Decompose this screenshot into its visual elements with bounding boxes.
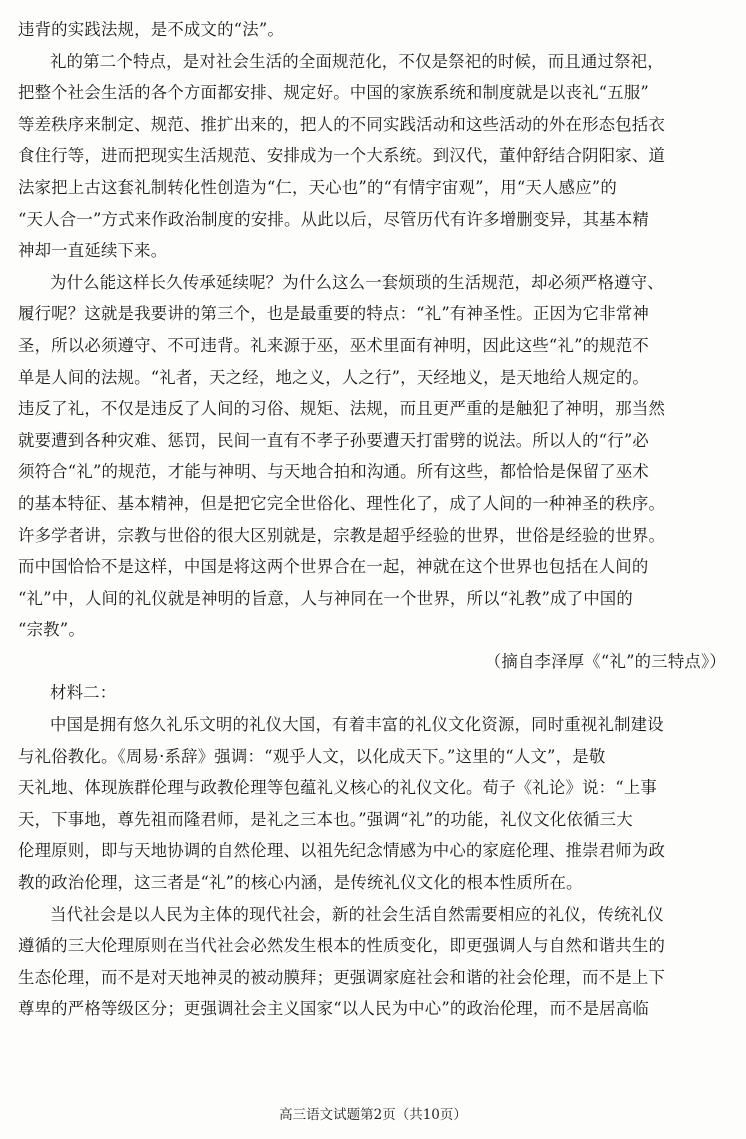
text-line: 违反了礼，不仅是违反了人间的习俗、规矩、法规，而且更严重的是触犯了神明，那当然 (18, 399, 666, 419)
text-line: 遵循的三大伦理原则在当代社会必然发生根本的性质变化，即更强调人与自然和谐共生的 (18, 936, 666, 956)
text-line: 违背的实践法规，是不成文的“法”。 (18, 20, 285, 39)
text-line: 许多学者讲，宗教与世俗的很大区别就是，宗教是超乎经验的世界，世俗是经验的世界。 (18, 525, 666, 545)
text-line: 与礼俗教化。《周易·系辞》强调：“观乎人文，以化成天下。”这里的“人文”，是敬 (18, 746, 606, 766)
text-line: 把整个社会生活的各个方面都安排、规定好。中国的家族系统和制度就是以丧礼“五服” (18, 83, 650, 103)
text-line: 天，下事地，尊先祖而隆君师，是礼之三本也。”强调“礼”的功能，礼仪文化依循三大 (18, 809, 633, 829)
text-line: 神却一直延续下来。 (18, 241, 168, 261)
text-line: 生态伦理，而不是对天地神灵的被动膜拜；更强调家庭社会和谐的社会伦理，而不是上下 (18, 967, 666, 987)
page-footer: 高三语文试题第2页（共10页） (279, 1107, 467, 1123)
text-line: 就要遭到各种灾难、惩罚，民间一直有不孝子孙要遭天打雷劈的说法。所以人的“行”必 (18, 430, 650, 450)
text-line: 履行呢？这就是我要讲的第三个，也是最重要的特点：“礼”有神圣性。正因为它非常神 (18, 304, 650, 324)
text-line: 而中国恰恰不是这样，中国是将这两个世界合在一起，神就在这个世界也包括在人间的 (18, 557, 649, 577)
text-line: “礼”中，人间的礼仪就是神明的旨意，人与神同在一个世界，所以“礼教”成了中国的 (18, 588, 633, 608)
text-line: 中国是拥有悠久礼乐文明的礼仪大国，有着丰富的礼仪文化资源，同时重视礼制建设 (50, 715, 664, 735)
text-line: 为什么能这样长久传承延续呢？为什么这么一套烦琐的生活规范，却必须严格遵守、 (50, 272, 664, 292)
text-line: 天礼地、体现族群伦理与政教伦理等包蕴礼义核心的礼仪文化。荀子《礼论》说：“上事 (18, 778, 658, 798)
text-line: 尊卑的严格等级区分；更强调社会主义国家“以人民为中心”的政治伦理，而不是居高临 (18, 999, 650, 1019)
text-line: “宗教”。 (18, 620, 85, 640)
source-citation: （摘自李泽厚《“礼”的三特点》） (484, 651, 726, 671)
text-line: 教的政治伦理，这三者是“礼”的核心内涵，是传统礼仪文化的根本性质所在。 (18, 873, 583, 893)
text-line: 伦理原则，即与天地协调的自然伦理、以祖先纪念情感为中心的家庭伦理、推崇君师为政 (18, 841, 666, 861)
text-line: 须符合“礼”的规范，才能与神明、与天地合拍和沟通。所有这些，都恰恰是保留了巫术 (18, 462, 650, 482)
material-heading: 材料二： (50, 683, 117, 703)
text-line: 礼的第二个特点，是对社会生活的全面规范化，不仅是祭祀的时候，而且通过祭祀， (50, 51, 664, 71)
text-line: 法家把上古这套礼制转化性创造为“仁，天心也”的“有情宇宙观”，用“天人感应”的 (18, 177, 617, 197)
text-line: “天人合一”方式来作政治制度的安排。从此以后，尽管历代有许多增删变异，其基本精 (18, 209, 650, 229)
text-line: 等差秩序来制定、规范、推扩出来的，把人的不同实践活动和这些活动的外在形态包括衣 (18, 114, 666, 134)
text-line: 食住行等，进而把现实生活规范、安排成为一个大系统。到汉代，董仲舒结合阴阳家、道 (18, 146, 666, 166)
text-line: 圣，所以必须遵守、不可违背。礼来源于巫，巫术里面有神明，因此这些“礼”的规范不 (18, 335, 650, 355)
text-line: 的基本特征、基本精神，但是把它完全世俗化、理性化了，成了人间的一种神圣的秩序。 (18, 493, 666, 513)
text-line: 单是人间的法规。“礼者，天之经，地之义，人之行”，天经地义，是天地给人规定的。 (18, 367, 650, 387)
passage-text (18, 14, 730, 1025)
text-line: 当代社会是以人民为主体的现代社会，新的社会生活自然需要相应的礼仪，传统礼仪 (50, 904, 664, 924)
